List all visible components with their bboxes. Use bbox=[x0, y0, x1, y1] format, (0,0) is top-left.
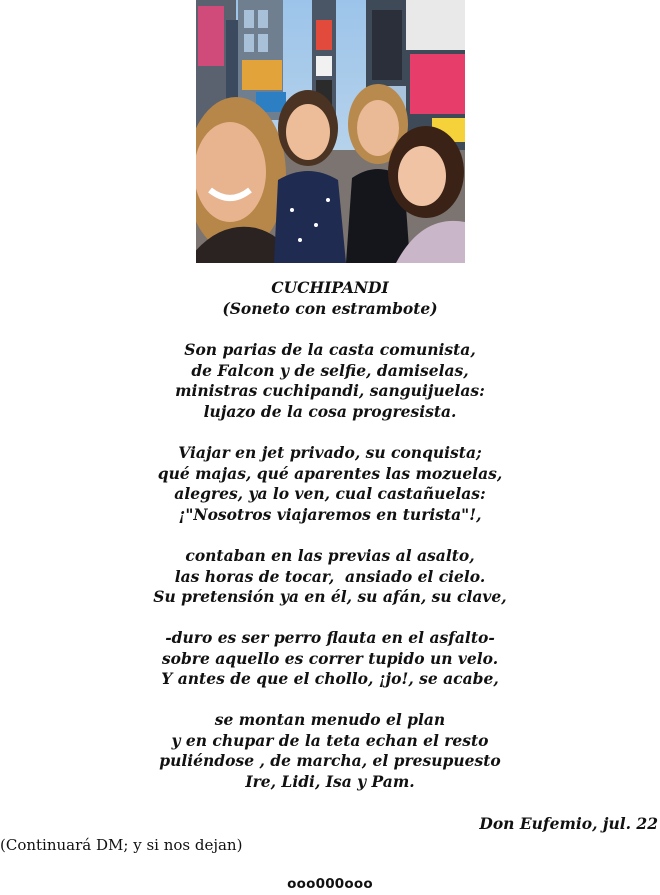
verse-line: de Falcon y de selfie, damiselas, bbox=[191, 360, 469, 380]
times-square-selfie-image bbox=[196, 0, 465, 263]
stanza-2 bbox=[0, 443, 660, 525]
verse-line: contaban en las previas al asalto, bbox=[185, 546, 475, 565]
verse-line: ¡"Nosotros viajaremos en turista"!, bbox=[178, 504, 482, 524]
end-mark: ooo000ooo bbox=[287, 876, 373, 892]
verse-line: Ire, Lidi, Isa y Pam. bbox=[245, 771, 415, 791]
author-signature: Don Eufemio, jul. 22 bbox=[479, 814, 658, 833]
verse-line: lujazo de la cosa progresista. bbox=[203, 401, 457, 421]
stanza-5 bbox=[0, 710, 660, 792]
verse-line: puliéndose , de marcha, el presupuesto bbox=[159, 751, 501, 771]
verse-line: Viajar en jet privado, su conquista; bbox=[178, 443, 482, 462]
verse-line: Y antes de que el chollo, ¡jo!, se acabe, bbox=[161, 669, 499, 689]
verse-line: ministras cuchipandi, sanguijuelas: bbox=[175, 381, 485, 401]
poem-title: CUCHIPANDI bbox=[271, 278, 389, 297]
verse-line: alegres, ya lo ven, cual castañuelas: bbox=[174, 484, 486, 504]
verse-line: se montan menudo el plan bbox=[214, 710, 446, 729]
continuation-note: (Continuará DM; y si nos dejan) bbox=[0, 836, 243, 854]
verse-line: sobre aquello es correr tupido un velo. bbox=[161, 648, 499, 668]
stanza-3 bbox=[0, 546, 660, 608]
poem-subtitle: (Soneto con estrambote) bbox=[222, 298, 438, 318]
verse-line: las horas de tocar, ansiado el cielo. bbox=[174, 566, 486, 586]
group-selfie-photo bbox=[196, 0, 465, 263]
verse-line: -duro es ser perro flauta en el asfalto- bbox=[165, 628, 495, 647]
stanza-4 bbox=[0, 628, 660, 690]
verse-line: qué majas, qué aparentes las mozuelas, bbox=[157, 463, 503, 483]
verse-line: Su pretensión ya en él, su afán, su clave, bbox=[153, 587, 507, 607]
poem-heading bbox=[0, 278, 660, 319]
verse-line: Son parias de la casta comunista, bbox=[184, 340, 476, 359]
verse-line: y en chupar de la teta echan el resto bbox=[171, 730, 489, 750]
stanza-1 bbox=[0, 340, 660, 422]
